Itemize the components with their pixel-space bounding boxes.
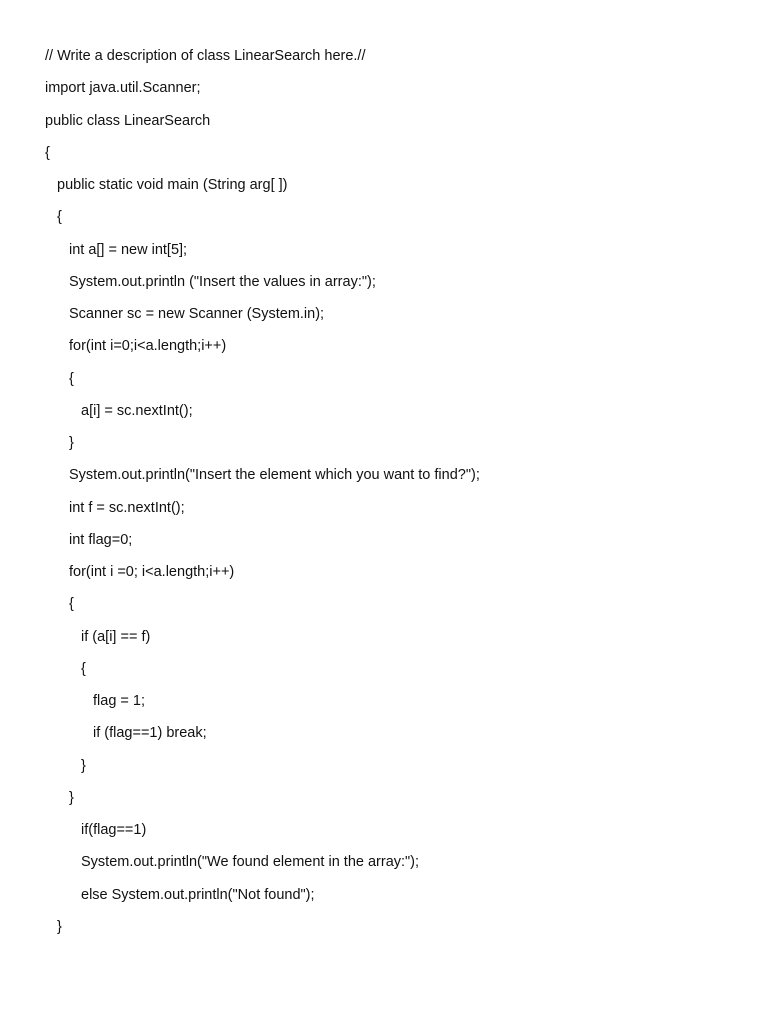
code-line: // Write a description of class LinearSearch here.// bbox=[45, 48, 366, 64]
code-line: import java.util.Scanner; bbox=[45, 80, 201, 97]
code-line: int a[] = new int[5]; bbox=[69, 241, 188, 258]
code-line: { bbox=[45, 144, 50, 161]
code-line: if(flag==1) bbox=[81, 822, 147, 838]
code-line: if (a[i] == f) bbox=[81, 628, 151, 645]
code-line: { bbox=[69, 596, 74, 613]
code-line: public static void main (String arg[ ]) bbox=[57, 177, 288, 193]
code-line: public class LinearSearch bbox=[45, 112, 211, 129]
code-line: } bbox=[69, 435, 74, 451]
code-line: } bbox=[69, 789, 74, 806]
code-line: a[i] = sc.nextInt(); bbox=[81, 402, 193, 419]
code-line: if (flag==1) break; bbox=[93, 725, 207, 742]
code-line: } bbox=[81, 757, 86, 774]
code-line: { bbox=[57, 209, 62, 226]
code-line: Scanner sc = new Scanner (System.in); bbox=[69, 306, 325, 322]
code-line: for(int i=0;i<a.length;i++) bbox=[69, 338, 227, 355]
code-line: System.out.println("Insert the element which you want to find?"); bbox=[69, 467, 480, 484]
code-line: { bbox=[69, 370, 74, 387]
code-line: for(int i =0; i<a.length;i++) bbox=[69, 564, 235, 580]
code-line: System.out.println ("Insert the values in array:"); bbox=[69, 273, 376, 290]
code-line: int flag=0; bbox=[69, 531, 133, 548]
code-line: { bbox=[81, 660, 86, 677]
code-line: int f = sc.nextInt(); bbox=[69, 499, 185, 516]
code-line: } bbox=[57, 918, 62, 935]
code-line: else System.out.println("Not found"); bbox=[81, 886, 315, 903]
code-line: flag = 1; bbox=[93, 693, 145, 709]
code-listing bbox=[45, 46, 735, 949]
code-line: System.out.println("We found element in the array:"); bbox=[81, 854, 420, 871]
